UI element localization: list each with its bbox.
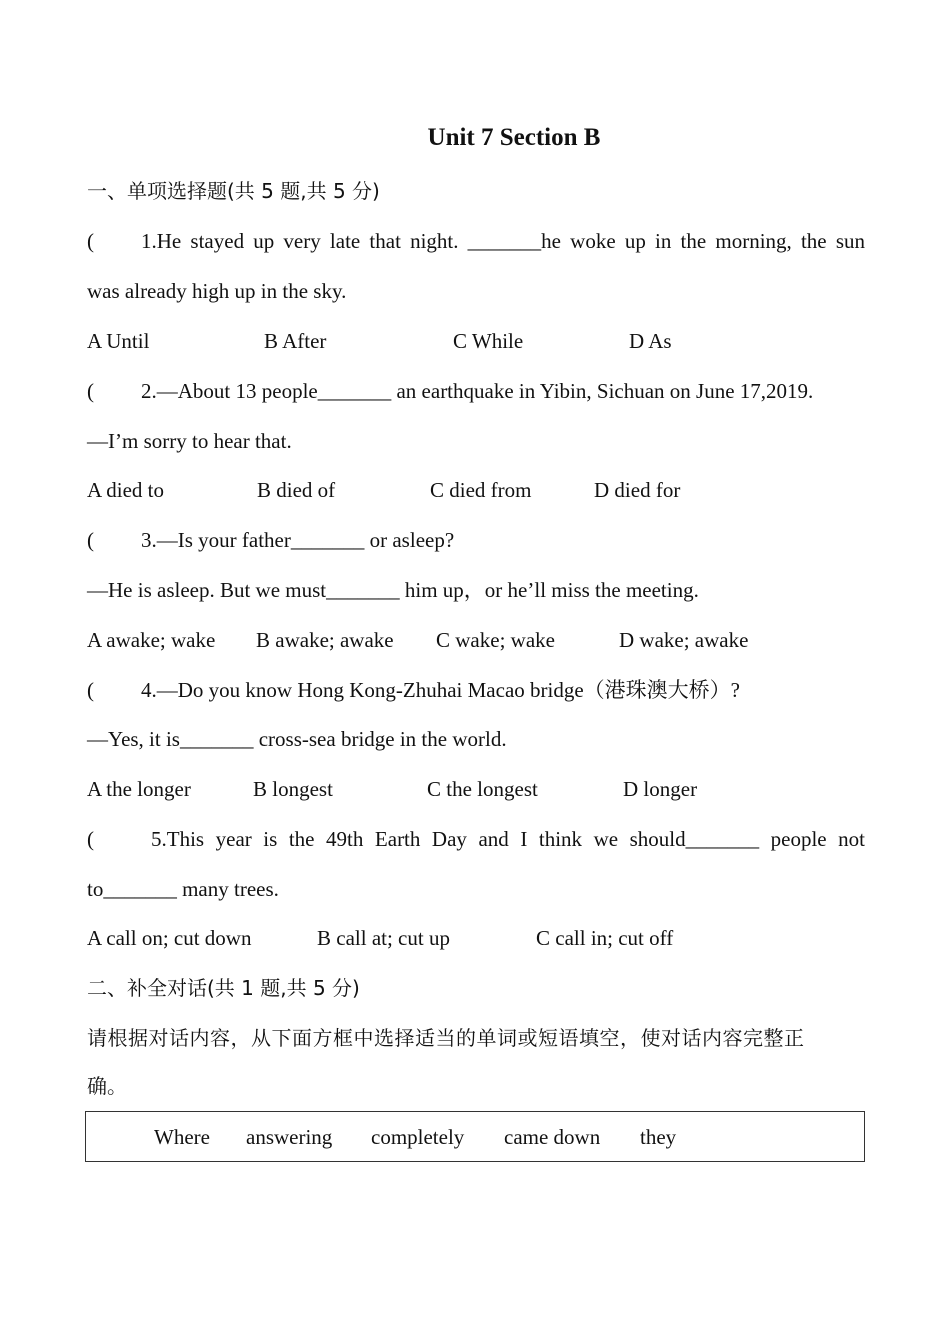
option-c: C died from xyxy=(430,478,532,502)
question-4-line-2: —Yes, it is_______ cross-sea bridge in the world. xyxy=(87,727,507,751)
option-a: A died to xyxy=(87,478,164,502)
option-a: A awake; wake xyxy=(87,628,216,652)
answer-paren: ( xyxy=(87,229,94,253)
option-a: A the longer xyxy=(87,777,191,801)
word-bank-item: came down xyxy=(504,1125,601,1149)
question-5-line-2: to_______ many trees. xyxy=(87,877,279,901)
word-bank-box xyxy=(85,1111,865,1162)
option-a: A Until xyxy=(87,329,150,353)
question-3-line-1 xyxy=(87,525,454,555)
question-3-text-1: 3.—Is your father_______ or asleep? xyxy=(141,528,455,552)
option-c: C While xyxy=(453,329,524,353)
option-d: D longer xyxy=(623,777,698,801)
answer-paren: ( xyxy=(87,678,94,702)
option-b: B longest xyxy=(253,777,333,801)
option-b: B After xyxy=(264,329,327,353)
option-d: D wake; awake xyxy=(619,628,749,652)
section1-heading: 一、单项选择题(共 5 题,共 5 分) xyxy=(87,179,380,203)
question-2-text-1: 2.—About 13 people_______ an earthquake in Yibin, Sichuan on June 17,2019. xyxy=(141,379,814,403)
answer-paren: ( xyxy=(87,379,94,403)
answer-paren: ( xyxy=(87,827,94,851)
option-d: D As xyxy=(629,329,672,353)
option-b: B awake; awake xyxy=(256,628,394,652)
section2-heading: 二、补全对话(共 1 题,共 5 分) xyxy=(87,976,360,1000)
option-c: C wake; wake xyxy=(436,628,555,652)
option-d: D died for xyxy=(594,478,681,502)
option-c: C call in; cut off xyxy=(536,926,674,950)
option-b: B died of xyxy=(257,478,336,502)
question-4-line-1 xyxy=(87,675,740,705)
question-4-text-1: 4.—Do you know Hong Kong-Zhuhai Macao bridge（港珠澳大桥）? xyxy=(141,678,740,702)
question-2-line-2: —I’m sorry to hear that. xyxy=(87,429,292,453)
word-bank-item: Where xyxy=(154,1125,210,1149)
question-1-text-1: 1.He stayed up very late that night. _______he woke up in the morning, the sun xyxy=(141,229,865,253)
question-5-line-1 xyxy=(87,824,865,854)
answer-paren: ( xyxy=(87,528,94,552)
word-bank-item: they xyxy=(640,1125,677,1149)
question-1-line-2: was already high up in the sky. xyxy=(87,279,347,303)
question-1-line-1 xyxy=(87,226,865,256)
question-3-line-2: —He is asleep. But we must_______ him up，or he’ll miss the meeting. xyxy=(87,578,699,602)
option-c: C the longest xyxy=(427,777,538,801)
page-title: Unit 7 Section B xyxy=(427,124,601,151)
option-a: A call on; cut down xyxy=(87,926,252,950)
section2-instruction-line-2: 确。 xyxy=(87,1074,127,1098)
question-2-line-1 xyxy=(87,376,813,406)
word-bank-item: completely xyxy=(371,1125,465,1149)
option-b: B call at; cut up xyxy=(317,926,450,950)
section2-instruction-line-1: 请根据对话内容，从下面方框中选择适当的单词或短语填空，使对话内容完整正 xyxy=(87,1026,805,1050)
question-5-text-1: 5.This year is the 49th Earth Day and I think we should_______ people not xyxy=(151,827,865,851)
word-bank-item: answering xyxy=(246,1125,333,1149)
